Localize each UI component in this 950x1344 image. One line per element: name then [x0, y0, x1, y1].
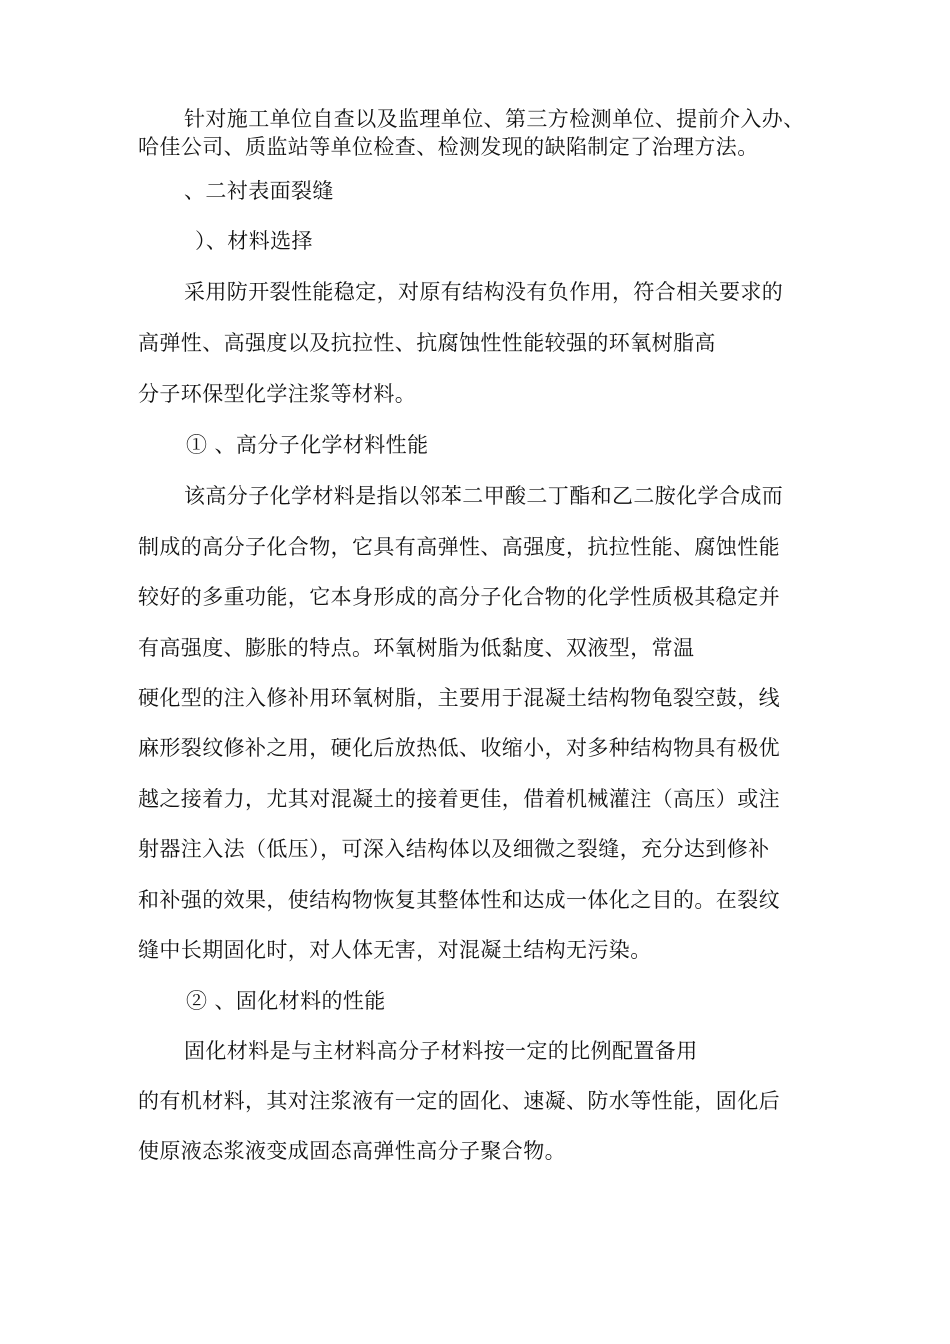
item-heading-2: ② 、固化材料的性能 [186, 989, 386, 1013]
text-line-7: 分子环保型化学注浆等材料。 [138, 382, 417, 406]
text-line-18: 缝中长期固化时，对人体无害，对混凝土结构无污染。 [138, 938, 652, 962]
text-line-17: 和补强的效果，使结构物恢复其整体性和达成一体化之目的。在裂纹 [138, 888, 780, 912]
text-line-22: 使原液态浆液变成固态高弹性高分子聚合物。 [138, 1139, 566, 1163]
text-line-21: 的有机材料，其对注浆液有一定的固化、速凝、防水等性能，固化后 [138, 1089, 780, 1113]
text-line-2: 哈佳公司、质监站等单位检查、检测发现的缺陷制定了治理方法。 [138, 135, 759, 159]
section-heading: 、二衬表面裂缝 [184, 179, 334, 203]
subsection-heading: ）、材料选择 [195, 229, 313, 253]
text-line-10: 制成的高分子化合物，它具有高弹性、高强度，抗拉性能、腐蚀性能 [138, 535, 780, 559]
text-line-14: 麻形裂纹修补之用，硬化后放热低、收缩小，对多种结构物具有极优 [138, 736, 780, 760]
text-line-5: 采用防开裂性能稳定，对原有结构没有负作用，符合相关要求的 [184, 280, 784, 304]
text-line-15: 越之接着力，尤其对混凝土的接着更佳，借着机械灌注（高压）或注 [138, 787, 780, 811]
text-line-13: 硬化型的注入修补用环氧树脂，主要用于混凝土结构物龟裂空鼓，线 [138, 686, 780, 710]
text-line-20: 固化材料是与主材料高分子材料按一定的比例配置备用 [184, 1039, 698, 1063]
item-heading-1: ① 、高分子化学材料性能 [186, 433, 429, 457]
text-line-9: 该高分子化学材料是指以邻苯二甲酸二丁酯和乙二胺化学合成而 [184, 484, 784, 508]
text-line-16: 射器注入法（低压），可深入结构体以及细微之裂缝，充分达到修补 [138, 837, 770, 861]
text-line-1: 针对施工单位自查以及监理单位、第三方检测单位、提前介入办、 [184, 107, 805, 131]
text-line-6: 高弹性、高强度以及抗拉性、抗腐蚀性性能较强的环氧树脂高 [138, 331, 716, 355]
text-line-12: 有高强度、膨胀的特点。环氧树脂为低黏度、双液型，常温 [138, 636, 695, 660]
text-line-11: 较好的多重功能，它本身形成的高分子化合物的化学性质极其稳定并 [138, 585, 780, 609]
